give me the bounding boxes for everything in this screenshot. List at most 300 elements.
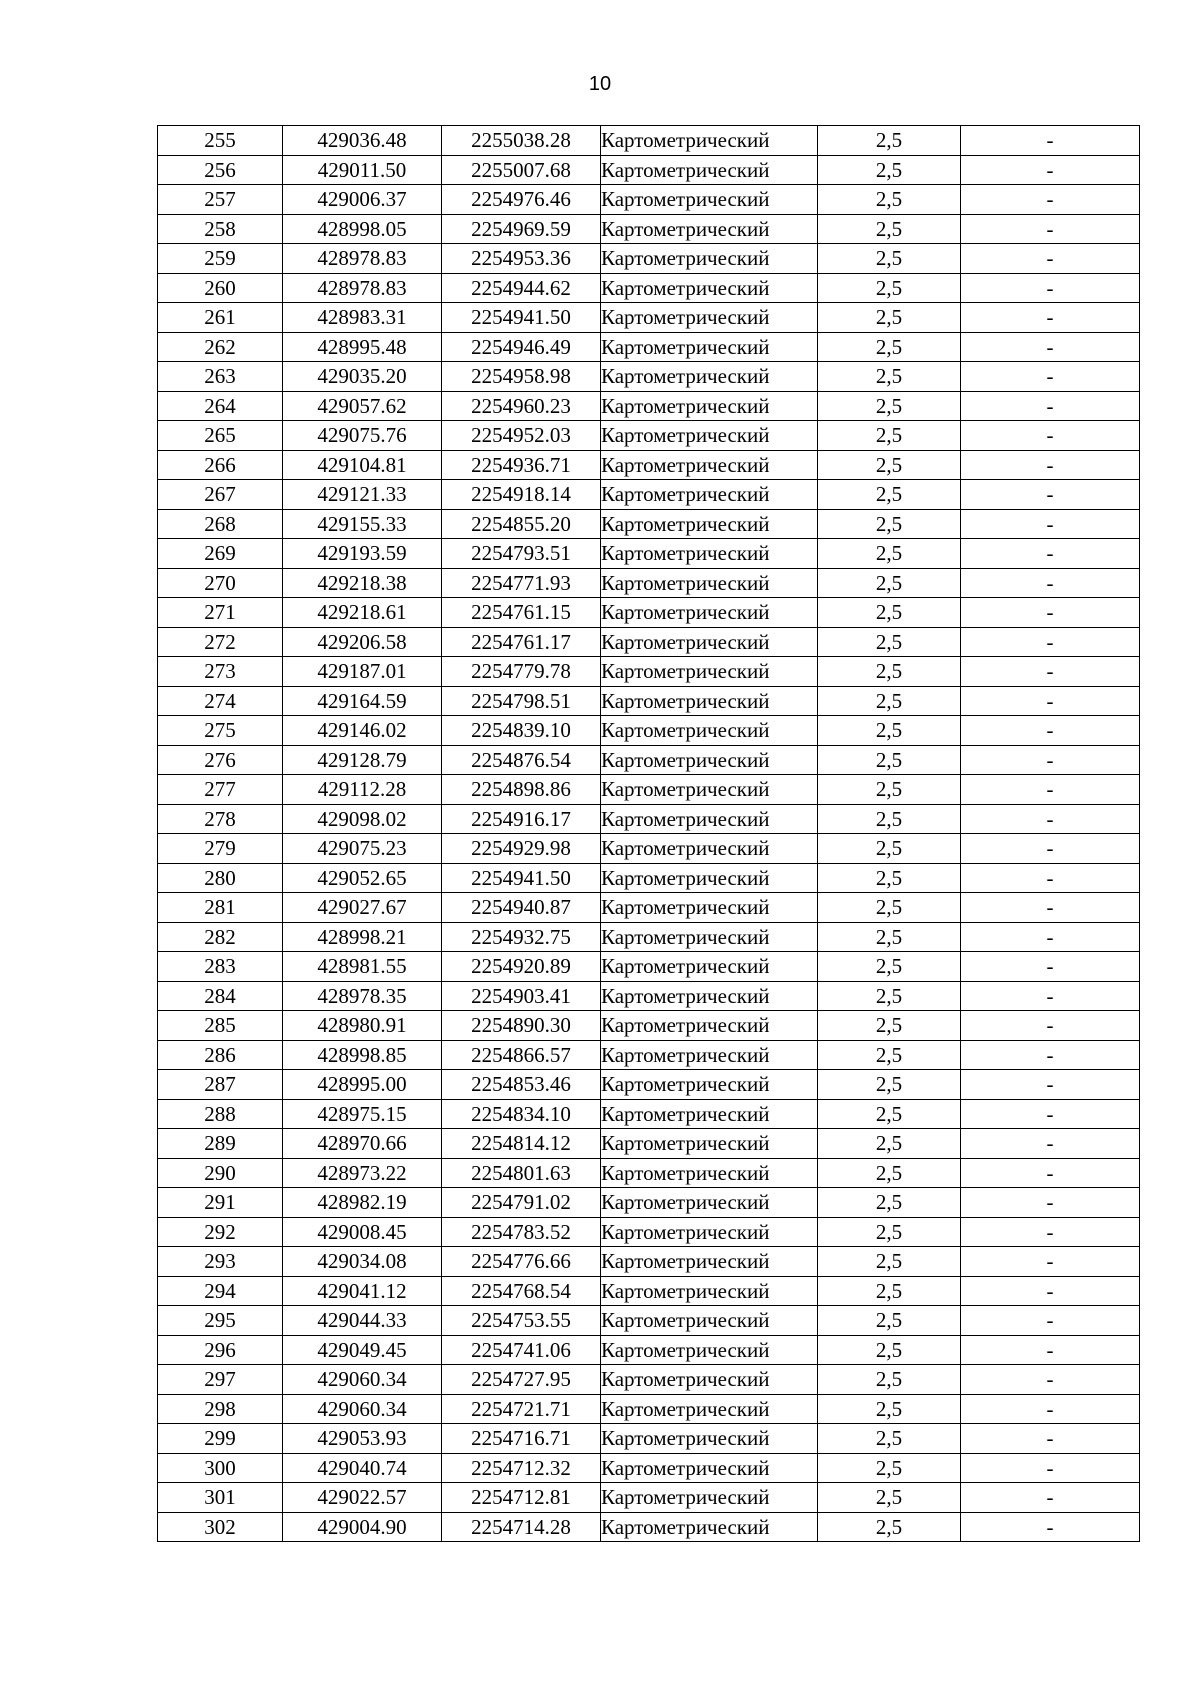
y-coordinate-cell: 2254721.71	[442, 1394, 601, 1424]
method-cell: Картометрический	[601, 480, 818, 510]
method-cell: Картометрический	[601, 952, 818, 982]
point-number-cell: 263	[158, 362, 283, 392]
method-cell: Картометрический	[601, 893, 818, 923]
point-number-cell: 276	[158, 745, 283, 775]
x-coordinate-cell: 429052.65	[283, 863, 442, 893]
description-cell: -	[961, 1365, 1140, 1395]
description-cell: -	[961, 863, 1140, 893]
description-cell: -	[961, 126, 1140, 156]
x-coordinate-cell: 429193.59	[283, 539, 442, 569]
y-coordinate-cell: 2254916.17	[442, 804, 601, 834]
accuracy-cell: 2,5	[818, 539, 961, 569]
x-coordinate-cell: 429027.67	[283, 893, 442, 923]
point-number-cell: 272	[158, 627, 283, 657]
y-coordinate-cell: 2254876.54	[442, 745, 601, 775]
x-coordinate-cell: 429098.02	[283, 804, 442, 834]
point-number-cell: 284	[158, 981, 283, 1011]
table-row	[158, 332, 1140, 362]
table-row	[158, 1158, 1140, 1188]
point-number-cell: 293	[158, 1247, 283, 1277]
accuracy-cell: 2,5	[818, 1453, 961, 1483]
y-coordinate-cell: 2254771.93	[442, 568, 601, 598]
method-cell: Картометрический	[601, 627, 818, 657]
y-coordinate-cell: 2254903.41	[442, 981, 601, 1011]
accuracy-cell: 2,5	[818, 804, 961, 834]
table-row	[158, 1512, 1140, 1542]
description-cell: -	[961, 1099, 1140, 1129]
description-cell: -	[961, 981, 1140, 1011]
point-number-cell: 258	[158, 214, 283, 244]
y-coordinate-cell: 2254741.06	[442, 1335, 601, 1365]
table-row	[158, 716, 1140, 746]
x-coordinate-cell: 428983.31	[283, 303, 442, 333]
accuracy-cell: 2,5	[818, 155, 961, 185]
accuracy-cell: 2,5	[818, 745, 961, 775]
description-cell: -	[961, 1335, 1140, 1365]
accuracy-cell: 2,5	[818, 273, 961, 303]
method-cell: Картометрический	[601, 1188, 818, 1218]
method-cell: Картометрический	[601, 155, 818, 185]
method-cell: Картометрический	[601, 509, 818, 539]
table-row	[158, 1306, 1140, 1336]
table-row	[158, 657, 1140, 687]
accuracy-cell: 2,5	[818, 1394, 961, 1424]
method-cell: Картометрический	[601, 1099, 818, 1129]
description-cell: -	[961, 1129, 1140, 1159]
x-coordinate-cell: 428995.48	[283, 332, 442, 362]
y-coordinate-cell: 2254779.78	[442, 657, 601, 687]
point-number-cell: 297	[158, 1365, 283, 1395]
method-cell: Картометрический	[601, 214, 818, 244]
method-cell: Картометрический	[601, 775, 818, 805]
description-cell: -	[961, 568, 1140, 598]
x-coordinate-cell: 429104.81	[283, 450, 442, 480]
x-coordinate-cell: 429008.45	[283, 1217, 442, 1247]
table-row	[158, 303, 1140, 333]
description-cell: -	[961, 185, 1140, 215]
method-cell: Картометрический	[601, 1040, 818, 1070]
y-coordinate-cell: 2254969.59	[442, 214, 601, 244]
method-cell: Картометрический	[601, 1129, 818, 1159]
description-cell: -	[961, 1011, 1140, 1041]
description-cell: -	[961, 686, 1140, 716]
point-number-cell: 275	[158, 716, 283, 746]
description-cell: -	[961, 1217, 1140, 1247]
accuracy-cell: 2,5	[818, 893, 961, 923]
x-coordinate-cell: 429041.12	[283, 1276, 442, 1306]
y-coordinate-cell: 2254716.71	[442, 1424, 601, 1454]
y-coordinate-cell: 2254918.14	[442, 480, 601, 510]
point-number-cell: 264	[158, 391, 283, 421]
method-cell: Картометрический	[601, 981, 818, 1011]
x-coordinate-cell: 428982.19	[283, 1188, 442, 1218]
point-number-cell: 266	[158, 450, 283, 480]
description-cell: -	[961, 922, 1140, 952]
x-coordinate-cell: 429044.33	[283, 1306, 442, 1336]
x-coordinate-cell: 429155.33	[283, 509, 442, 539]
point-number-cell: 301	[158, 1483, 283, 1513]
method-cell: Картометрический	[601, 1365, 818, 1395]
table-row	[158, 1247, 1140, 1277]
description-cell: -	[961, 450, 1140, 480]
table-row	[158, 509, 1140, 539]
point-number-cell: 268	[158, 509, 283, 539]
point-number-cell: 291	[158, 1188, 283, 1218]
accuracy-cell: 2,5	[818, 657, 961, 687]
accuracy-cell: 2,5	[818, 1070, 961, 1100]
table-row	[158, 214, 1140, 244]
method-cell: Картометрический	[601, 450, 818, 480]
x-coordinate-cell: 428998.85	[283, 1040, 442, 1070]
y-coordinate-cell: 2254768.54	[442, 1276, 601, 1306]
y-coordinate-cell: 2254960.23	[442, 391, 601, 421]
point-number-cell: 271	[158, 598, 283, 628]
method-cell: Картометрический	[601, 1394, 818, 1424]
x-coordinate-cell: 428970.66	[283, 1129, 442, 1159]
accuracy-cell: 2,5	[818, 509, 961, 539]
accuracy-cell: 2,5	[818, 568, 961, 598]
point-number-cell: 283	[158, 952, 283, 982]
method-cell: Картометрический	[601, 863, 818, 893]
description-cell: -	[961, 1424, 1140, 1454]
point-number-cell: 286	[158, 1040, 283, 1070]
y-coordinate-cell: 2254712.81	[442, 1483, 601, 1513]
method-cell: Картометрический	[601, 273, 818, 303]
point-number-cell: 278	[158, 804, 283, 834]
accuracy-cell: 2,5	[818, 1306, 961, 1336]
y-coordinate-cell: 2254940.87	[442, 893, 601, 923]
description-cell: -	[961, 155, 1140, 185]
method-cell: Картометрический	[601, 303, 818, 333]
y-coordinate-cell: 2254753.55	[442, 1306, 601, 1336]
accuracy-cell: 2,5	[818, 863, 961, 893]
description-cell: -	[961, 362, 1140, 392]
method-cell: Картометрический	[601, 745, 818, 775]
x-coordinate-cell: 429060.34	[283, 1365, 442, 1395]
point-number-cell: 259	[158, 244, 283, 274]
description-cell: -	[961, 834, 1140, 864]
y-coordinate-cell: 2254761.17	[442, 627, 601, 657]
description-cell: -	[961, 1306, 1140, 1336]
description-cell: -	[961, 1247, 1140, 1277]
y-coordinate-cell: 2254941.50	[442, 303, 601, 333]
method-cell: Картометрический	[601, 126, 818, 156]
accuracy-cell: 2,5	[818, 450, 961, 480]
point-number-cell: 260	[158, 273, 283, 303]
y-coordinate-cell: 2254834.10	[442, 1099, 601, 1129]
description-cell: -	[961, 421, 1140, 451]
method-cell: Картометрический	[601, 362, 818, 392]
table-row	[158, 1335, 1140, 1365]
method-cell: Картометрический	[601, 1011, 818, 1041]
point-number-cell: 288	[158, 1099, 283, 1129]
x-coordinate-cell: 428975.15	[283, 1099, 442, 1129]
point-number-cell: 292	[158, 1217, 283, 1247]
method-cell: Картометрический	[601, 1424, 818, 1454]
method-cell: Картометрический	[601, 686, 818, 716]
accuracy-cell: 2,5	[818, 214, 961, 244]
method-cell: Картометрический	[601, 391, 818, 421]
accuracy-cell: 2,5	[818, 922, 961, 952]
table-row	[158, 834, 1140, 864]
table-row	[158, 804, 1140, 834]
y-coordinate-cell: 2254791.02	[442, 1188, 601, 1218]
point-number-cell: 290	[158, 1158, 283, 1188]
accuracy-cell: 2,5	[818, 1099, 961, 1129]
x-coordinate-cell: 428973.22	[283, 1158, 442, 1188]
method-cell: Картометрический	[601, 716, 818, 746]
x-coordinate-cell: 428995.00	[283, 1070, 442, 1100]
x-coordinate-cell: 428980.91	[283, 1011, 442, 1041]
point-number-cell: 274	[158, 686, 283, 716]
accuracy-cell: 2,5	[818, 1276, 961, 1306]
y-coordinate-cell: 2254714.28	[442, 1512, 601, 1542]
x-coordinate-cell: 429057.62	[283, 391, 442, 421]
table-row	[158, 1424, 1140, 1454]
accuracy-cell: 2,5	[818, 775, 961, 805]
x-coordinate-cell: 428998.05	[283, 214, 442, 244]
method-cell: Картометрический	[601, 598, 818, 628]
table-row	[158, 1099, 1140, 1129]
table-row	[158, 155, 1140, 185]
description-cell: -	[961, 244, 1140, 274]
accuracy-cell: 2,5	[818, 716, 961, 746]
table-row	[158, 391, 1140, 421]
description-cell: -	[961, 893, 1140, 923]
y-coordinate-cell: 2254929.98	[442, 834, 601, 864]
table-row	[158, 893, 1140, 923]
accuracy-cell: 2,5	[818, 391, 961, 421]
x-coordinate-cell: 428998.21	[283, 922, 442, 952]
method-cell: Картометрический	[601, 1158, 818, 1188]
table-row	[158, 686, 1140, 716]
x-coordinate-cell: 429187.01	[283, 657, 442, 687]
x-coordinate-cell: 428981.55	[283, 952, 442, 982]
point-number-cell: 285	[158, 1011, 283, 1041]
description-cell: -	[961, 1040, 1140, 1070]
y-coordinate-cell: 2254936.71	[442, 450, 601, 480]
x-coordinate-cell: 429006.37	[283, 185, 442, 215]
method-cell: Картометрический	[601, 332, 818, 362]
description-cell: -	[961, 657, 1140, 687]
accuracy-cell: 2,5	[818, 1247, 961, 1277]
table-row	[158, 1453, 1140, 1483]
y-coordinate-cell: 2254946.49	[442, 332, 601, 362]
point-number-cell: 280	[158, 863, 283, 893]
x-coordinate-cell: 429022.57	[283, 1483, 442, 1513]
method-cell: Картометрический	[601, 1453, 818, 1483]
point-number-cell: 295	[158, 1306, 283, 1336]
description-cell: -	[961, 804, 1140, 834]
x-coordinate-cell: 429040.74	[283, 1453, 442, 1483]
accuracy-cell: 2,5	[818, 627, 961, 657]
x-coordinate-cell: 429075.76	[283, 421, 442, 451]
accuracy-cell: 2,5	[818, 421, 961, 451]
y-coordinate-cell: 2254898.86	[442, 775, 601, 805]
table-row	[158, 775, 1140, 805]
x-coordinate-cell: 429053.93	[283, 1424, 442, 1454]
description-cell: -	[961, 716, 1140, 746]
accuracy-cell: 2,5	[818, 303, 961, 333]
description-cell: -	[961, 598, 1140, 628]
method-cell: Картометрический	[601, 421, 818, 451]
table-row	[158, 244, 1140, 274]
description-cell: -	[961, 1453, 1140, 1483]
point-number-cell: 299	[158, 1424, 283, 1454]
method-cell: Картометрический	[601, 1276, 818, 1306]
accuracy-cell: 2,5	[818, 1483, 961, 1513]
y-coordinate-cell: 2254853.46	[442, 1070, 601, 1100]
table-row	[158, 1217, 1140, 1247]
description-cell: -	[961, 332, 1140, 362]
accuracy-cell: 2,5	[818, 1188, 961, 1218]
method-cell: Картометрический	[601, 185, 818, 215]
accuracy-cell: 2,5	[818, 1011, 961, 1041]
description-cell: -	[961, 627, 1140, 657]
description-cell: -	[961, 480, 1140, 510]
x-coordinate-cell: 429034.08	[283, 1247, 442, 1277]
method-cell: Картометрический	[601, 1247, 818, 1277]
accuracy-cell: 2,5	[818, 1040, 961, 1070]
x-coordinate-cell: 429035.20	[283, 362, 442, 392]
table-row	[158, 863, 1140, 893]
table-row	[158, 1394, 1140, 1424]
table-row	[158, 1188, 1140, 1218]
description-cell: -	[961, 509, 1140, 539]
point-number-cell: 267	[158, 480, 283, 510]
table-row	[158, 1011, 1140, 1041]
point-number-cell: 294	[158, 1276, 283, 1306]
y-coordinate-cell: 2254932.75	[442, 922, 601, 952]
point-number-cell: 269	[158, 539, 283, 569]
description-cell: -	[961, 952, 1140, 982]
description-cell: -	[961, 1070, 1140, 1100]
point-number-cell: 296	[158, 1335, 283, 1365]
table-row	[158, 598, 1140, 628]
accuracy-cell: 2,5	[818, 185, 961, 215]
x-coordinate-cell: 429036.48	[283, 126, 442, 156]
point-number-cell: 279	[158, 834, 283, 864]
method-cell: Картометрический	[601, 1306, 818, 1336]
table-row	[158, 1040, 1140, 1070]
table-row	[158, 362, 1140, 392]
table-body	[158, 126, 1140, 1542]
x-coordinate-cell: 429004.90	[283, 1512, 442, 1542]
x-coordinate-cell: 429060.34	[283, 1394, 442, 1424]
point-number-cell: 281	[158, 893, 283, 923]
point-number-cell: 289	[158, 1129, 283, 1159]
point-number-cell: 302	[158, 1512, 283, 1542]
description-cell: -	[961, 1276, 1140, 1306]
description-cell: -	[961, 303, 1140, 333]
description-cell: -	[961, 273, 1140, 303]
y-coordinate-cell: 2254761.15	[442, 598, 601, 628]
y-coordinate-cell: 2254958.98	[442, 362, 601, 392]
point-number-cell: 262	[158, 332, 283, 362]
x-coordinate-cell: 429206.58	[283, 627, 442, 657]
table-row	[158, 539, 1140, 569]
x-coordinate-cell: 429075.23	[283, 834, 442, 864]
description-cell: -	[961, 1512, 1140, 1542]
accuracy-cell: 2,5	[818, 1365, 961, 1395]
y-coordinate-cell: 2254814.12	[442, 1129, 601, 1159]
description-cell: -	[961, 214, 1140, 244]
method-cell: Картометрический	[601, 1512, 818, 1542]
accuracy-cell: 2,5	[818, 1217, 961, 1247]
y-coordinate-cell: 2254953.36	[442, 244, 601, 274]
y-coordinate-cell: 2254783.52	[442, 1217, 601, 1247]
x-coordinate-cell: 429218.61	[283, 598, 442, 628]
accuracy-cell: 2,5	[818, 1424, 961, 1454]
y-coordinate-cell: 2254890.30	[442, 1011, 601, 1041]
page-number: 10	[588, 73, 612, 95]
table-row	[158, 627, 1140, 657]
description-cell: -	[961, 539, 1140, 569]
method-cell: Картометрический	[601, 804, 818, 834]
accuracy-cell: 2,5	[818, 598, 961, 628]
description-cell: -	[961, 775, 1140, 805]
point-number-cell: 255	[158, 126, 283, 156]
table-row	[158, 126, 1140, 156]
accuracy-cell: 2,5	[818, 480, 961, 510]
accuracy-cell: 2,5	[818, 126, 961, 156]
method-cell: Картометрический	[601, 1070, 818, 1100]
table-row	[158, 952, 1140, 982]
x-coordinate-cell: 429121.33	[283, 480, 442, 510]
y-coordinate-cell: 2254976.46	[442, 185, 601, 215]
table-row	[158, 1365, 1140, 1395]
y-coordinate-cell: 2254801.63	[442, 1158, 601, 1188]
y-coordinate-cell: 2254866.57	[442, 1040, 601, 1070]
method-cell: Картометрический	[601, 539, 818, 569]
method-cell: Картометрический	[601, 244, 818, 274]
y-coordinate-cell: 2254944.62	[442, 273, 601, 303]
method-cell: Картометрический	[601, 922, 818, 952]
point-number-cell: 282	[158, 922, 283, 952]
point-number-cell: 256	[158, 155, 283, 185]
point-number-cell: 270	[158, 568, 283, 598]
y-coordinate-cell: 2254839.10	[442, 716, 601, 746]
table-row	[158, 745, 1140, 775]
point-number-cell: 277	[158, 775, 283, 805]
point-number-cell: 261	[158, 303, 283, 333]
accuracy-cell: 2,5	[818, 834, 961, 864]
x-coordinate-cell: 428978.35	[283, 981, 442, 1011]
x-coordinate-cell: 429049.45	[283, 1335, 442, 1365]
x-coordinate-cell: 428978.83	[283, 244, 442, 274]
x-coordinate-cell: 429112.28	[283, 775, 442, 805]
x-coordinate-cell: 429011.50	[283, 155, 442, 185]
description-cell: -	[961, 1188, 1140, 1218]
x-coordinate-cell: 428978.83	[283, 273, 442, 303]
y-coordinate-cell: 2255038.28	[442, 126, 601, 156]
method-cell: Картометрический	[601, 568, 818, 598]
x-coordinate-cell: 429128.79	[283, 745, 442, 775]
point-number-cell: 300	[158, 1453, 283, 1483]
table-row	[158, 568, 1140, 598]
accuracy-cell: 2,5	[818, 1129, 961, 1159]
y-coordinate-cell: 2254793.51	[442, 539, 601, 569]
accuracy-cell: 2,5	[818, 1512, 961, 1542]
point-number-cell: 287	[158, 1070, 283, 1100]
x-coordinate-cell: 429164.59	[283, 686, 442, 716]
method-cell: Картометрический	[601, 1335, 818, 1365]
accuracy-cell: 2,5	[818, 244, 961, 274]
accuracy-cell: 2,5	[818, 981, 961, 1011]
y-coordinate-cell: 2254952.03	[442, 421, 601, 451]
method-cell: Картометрический	[601, 1217, 818, 1247]
accuracy-cell: 2,5	[818, 686, 961, 716]
